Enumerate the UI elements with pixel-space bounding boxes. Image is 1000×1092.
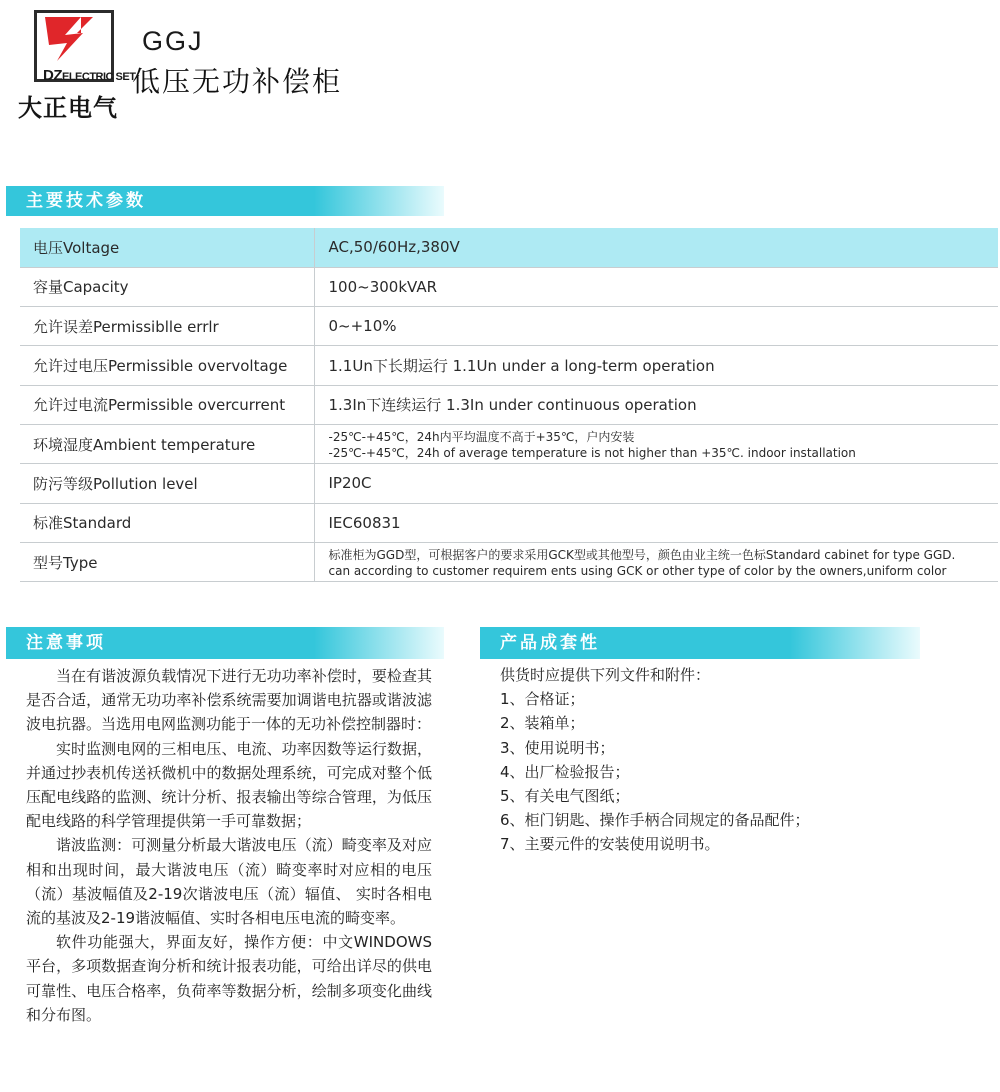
specs-title: 主要技术参数 (26, 191, 146, 211)
supply-list (500, 663, 940, 857)
table-row (20, 346, 998, 385)
spec-key: 环境湿度Ambient temperature (20, 424, 314, 463)
spec-value (314, 424, 998, 463)
spec-key: 允许过电压Permissible overvoltage (20, 346, 314, 385)
logo-badge: DZELECTRIC SET (43, 67, 136, 84)
spec-value (314, 542, 998, 581)
spec-key: 防污等级Pollution level (20, 464, 314, 503)
supply-section-header (480, 627, 920, 659)
notes-body (26, 664, 432, 1027)
specs-table (20, 228, 998, 582)
specs-section-header (6, 186, 444, 216)
spec-value: AC,50/60Hz,380V (314, 228, 998, 267)
spec-value-line: can according to customer requirem ents using GCK or other type of color by the owners,uniform color (328, 564, 947, 579)
notes-title: 注意事项 (26, 633, 106, 653)
notes-section-header (6, 627, 444, 659)
spec-value-line: -25℃-+45℃，24h of average temperature is not higher than +35℃. indoor installation (328, 446, 856, 461)
table-row (20, 503, 998, 542)
spec-value: IEC60831 (314, 503, 998, 542)
spec-key: 型号Type (20, 542, 314, 581)
supply-title: 产品成套性 (500, 633, 600, 653)
list-item: 3、使用说明书； (500, 738, 615, 757)
list-item: 5、有关电气图纸； (500, 787, 630, 806)
notes-paragraph: 谐波监测：可测量分析最大谐波电压（流）畸变率及对应相和出现时间，最大谐波电压（流）畸变率时对应相的电压（流）基波幅值及2-19次谐波电压（流）辐值、 实时各相电流的基波及2-19谐波幅值、实时各相电压电流的畸变率。 (26, 836, 432, 928)
list-item: 7、主要元件的安装使用说明书。 (500, 835, 720, 854)
spec-key: 允许过电流Permissible overcurrent (20, 385, 314, 424)
spec-key: 电压Voltage (20, 228, 314, 267)
table-row (20, 228, 998, 267)
list-item: 1、合格证； (500, 690, 585, 709)
table-row (20, 464, 998, 503)
notes-paragraph: 实时监测电网的三相电压、电流、功率因数等运行数据，并通过抄表机传送袄微机中的数据处理系统，可完成对整个低压配电线路的监测、统计分析、报表输出等综合管理，为低压配电线路的科学管理提供第一手可靠数据； (26, 739, 432, 831)
table-row (20, 542, 998, 581)
spec-value-line: 标准柜为GGD型，可根据客户的要求采用GCK型或其他型号，颜色由业主统一色标Standard cabinet for type GGD. (328, 548, 956, 563)
list-item: 6、柜门钥匙、操作手柄合同规定的备品配件； (500, 811, 810, 830)
spec-value: 100~300kVAR (314, 267, 998, 306)
spec-key: 标准Standard (20, 503, 314, 542)
table-row (20, 267, 998, 306)
spec-value-line: -25℃-+45℃，24h内平均温度不高于+35℃，户内安装 (328, 430, 635, 445)
spec-value: 1.3In下连续运行 1.3In under continuous operation (314, 385, 998, 424)
list-item: 2、装箱单； (500, 714, 585, 733)
product-code: GGJ (142, 26, 204, 56)
notes-paragraph: 当在有谐波源负载情况下进行无功功率补偿时，要检查其是否合适，通常无功功率补偿系统需要加调谐电抗器或谐波滤波电抗器。当选用电网监测功能于一体的无功补偿控制器时： (26, 667, 432, 734)
spec-value: IP20C (314, 464, 998, 503)
table-row (20, 385, 998, 424)
brand-name: 大正电气 (18, 94, 118, 122)
spec-key: 允许误差Permissiblle errlr (20, 307, 314, 346)
spec-value: 0~+10% (314, 307, 998, 346)
supply-intro: 供货时应提供下列文件和附件： (500, 666, 711, 684)
spec-value: 1.1Un下长期运行 1.1Un under a long-term operation (314, 346, 998, 385)
notes-paragraph: 软件功能强大，界面友好，操作方便：中文WINDOWS平台，多项数据查询分析和统计报表功能，可给出详尽的供电可靠性、电压合格率，负荷率等数据分析，绘制多项变化曲线和分布图。 (26, 933, 432, 1024)
spec-key: 容量Capacity (20, 267, 314, 306)
list-item: 4、出厂检验报告； (500, 762, 630, 781)
company-logo (34, 10, 136, 84)
table-row (20, 424, 998, 463)
product-name: 低压无功补偿柜 (132, 65, 343, 98)
table-row (20, 307, 998, 346)
